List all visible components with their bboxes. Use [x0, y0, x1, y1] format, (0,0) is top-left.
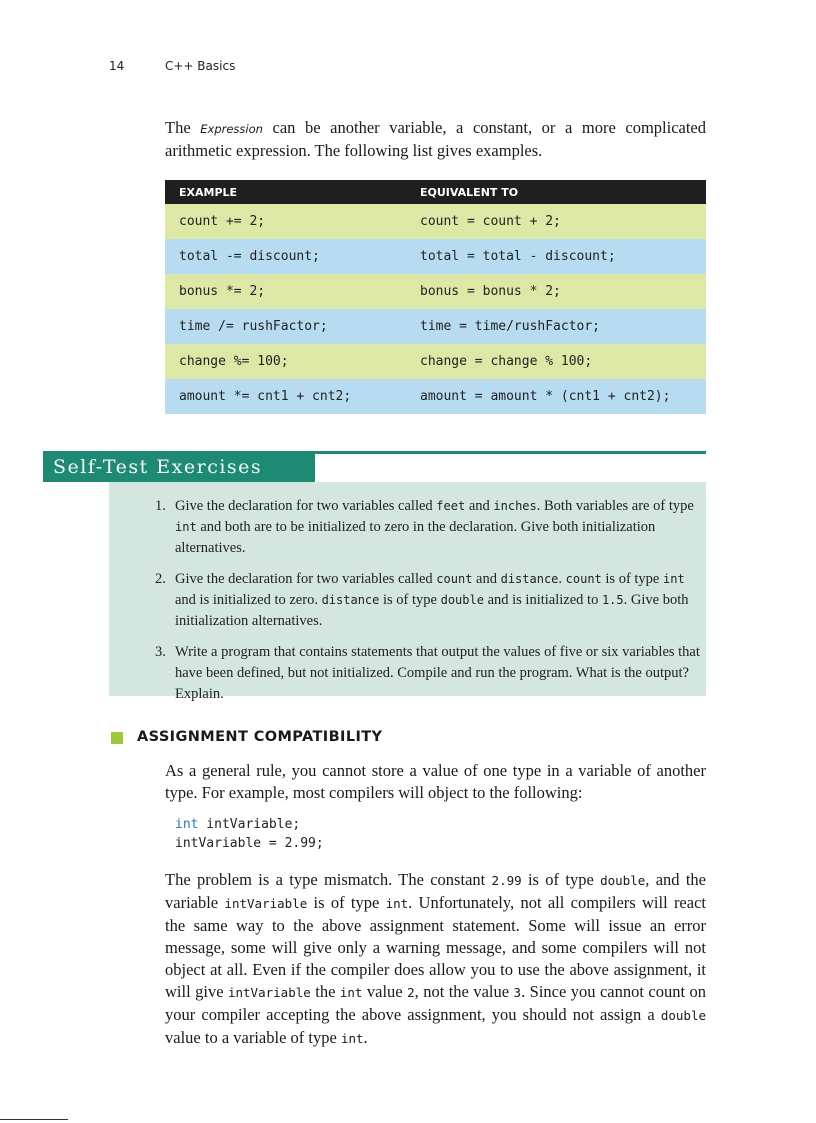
item-number: 1. — [155, 498, 166, 514]
item-text: Give the declaration for two variables called — [175, 498, 437, 514]
inline-code: int — [339, 985, 363, 1000]
example-cell: total -= discount; — [179, 249, 320, 264]
inline-code: 1.5 — [601, 593, 624, 607]
header-equivalent: EQUIVALENT TO — [420, 185, 519, 199]
item-text: . — [558, 571, 566, 587]
equivalent-cell: change = change % 100; — [420, 354, 593, 369]
item-text: and both are to be initialized to zero in the declaration. Give both initialization alternatives. — [175, 519, 656, 556]
body-text: value to a variable of type — [165, 1028, 341, 1047]
table-header-row — [165, 180, 706, 204]
example-cell: time /= rushFactor; — [179, 319, 328, 334]
example-cell: amount *= cnt1 + cnt2; — [179, 389, 352, 404]
page-number: 14 — [109, 59, 125, 73]
header-example: EXAMPLE — [179, 185, 238, 199]
section-title: ASSIGNMENT COMPATIBILITY — [137, 729, 383, 745]
inline-code-expression: Expression — [200, 122, 263, 136]
equivalent-cell: total = total - discount; — [420, 249, 616, 264]
inline-code: intVariable — [224, 896, 308, 911]
inline-code: int — [385, 896, 409, 911]
self-test-title: Self-Test Exercises — [43, 452, 315, 482]
body-text: , not the value — [414, 982, 514, 1001]
inline-code: 3 — [513, 985, 522, 1000]
example-cell: bonus *= 2; — [179, 284, 266, 299]
footer-rule — [0, 1119, 68, 1120]
inline-code: int — [663, 572, 685, 586]
item-text: Write a program that contains statements that output the values of five or six variables that have been defined, but not initialized. Compile and run the program. What is the output? Explain. — [175, 644, 700, 702]
inline-code: double — [440, 593, 484, 607]
equivalent-cell: count = count + 2; — [420, 214, 561, 229]
body-text: value — [362, 982, 408, 1001]
body-text: . Unfortunately, not all compilers will react the same way to the above assignment statement. Some will issue an error message, some will give only a warning message, and some compilers will not object at all. Even if the compiler does allow you to use the above assignment, it will give — [165, 893, 706, 1001]
item-text: and is initialized to zero. — [175, 592, 322, 608]
inline-code: double — [660, 1008, 706, 1023]
page-header — [109, 59, 235, 73]
item-text: is of type — [601, 571, 663, 587]
list-item — [155, 569, 703, 632]
equivalent-cell: bonus = bonus * 2; — [420, 284, 561, 299]
example-cell: count += 2; — [179, 214, 266, 229]
inline-code: inches — [493, 499, 537, 513]
body-text: , and the variable — [165, 870, 706, 912]
intro-text: The — [165, 118, 201, 137]
code-line — [175, 815, 324, 834]
item-text: . Give both initialization alternatives. — [175, 592, 689, 629]
table-row — [165, 274, 706, 309]
inline-code: double — [600, 873, 646, 888]
item-number: 2. — [155, 571, 166, 587]
body-text: The problem is a type mismatch. The constant — [165, 870, 492, 889]
list-item — [155, 496, 703, 559]
code-keyword: int — [175, 817, 199, 832]
inline-code: intVariable — [227, 985, 311, 1000]
code-line: intVariable = 2.99; — [175, 836, 324, 851]
item-text: and — [472, 571, 501, 587]
item-text: is of type — [379, 592, 441, 608]
equivalent-cell: amount = amount * (cnt1 + cnt2); — [420, 389, 671, 404]
equivalent-cell: time = time/rushFactor; — [420, 319, 601, 334]
inline-code: count — [436, 572, 473, 586]
inline-code: int — [175, 520, 197, 534]
inline-code: 2 — [407, 985, 415, 1000]
code-text: intVariable; — [198, 817, 301, 832]
code-block — [175, 815, 324, 853]
body-paragraph — [165, 869, 706, 1050]
inline-code: 2.99 — [491, 873, 522, 888]
example-cell: change %= 100; — [179, 354, 289, 369]
inline-code: distance — [500, 572, 559, 586]
item-text: Give the declaration for two variables called — [175, 571, 437, 587]
body-text: is of type — [521, 870, 601, 889]
body-text: the — [310, 982, 340, 1001]
self-test-list — [155, 496, 703, 715]
body-text: . Since you cannot count on your compiler accepting the above assignment, you should not assign a — [165, 982, 706, 1024]
intro-text: can be another variable, a constant, or a more complicated arithmetic expression. The following list gives examples. — [165, 118, 707, 160]
inline-code: feet — [436, 499, 466, 513]
body-paragraph: As a general rule, you cannot store a value of one type in a variable of another type. For example, most compilers will object to the following: — [165, 761, 706, 802]
body-text: . — [363, 1028, 368, 1047]
list-item — [155, 642, 703, 705]
table-row — [165, 239, 706, 274]
inline-code: int — [340, 1031, 364, 1046]
table-row — [165, 309, 706, 344]
running-title: C++ Basics — [165, 59, 236, 73]
table-row — [165, 344, 706, 379]
item-text: and is initialized to — [483, 592, 602, 608]
body-text: is of type — [307, 893, 386, 912]
item-text: . Both variables are of type — [536, 498, 694, 514]
intro-paragraph — [165, 117, 706, 162]
section-square-icon — [111, 732, 123, 744]
inline-code: count — [565, 572, 602, 586]
examples-table — [165, 180, 706, 414]
item-text: and — [465, 498, 494, 514]
item-number: 3. — [155, 644, 166, 660]
table-row — [165, 379, 706, 414]
table-row — [165, 204, 706, 239]
inline-code: distance — [321, 593, 380, 607]
